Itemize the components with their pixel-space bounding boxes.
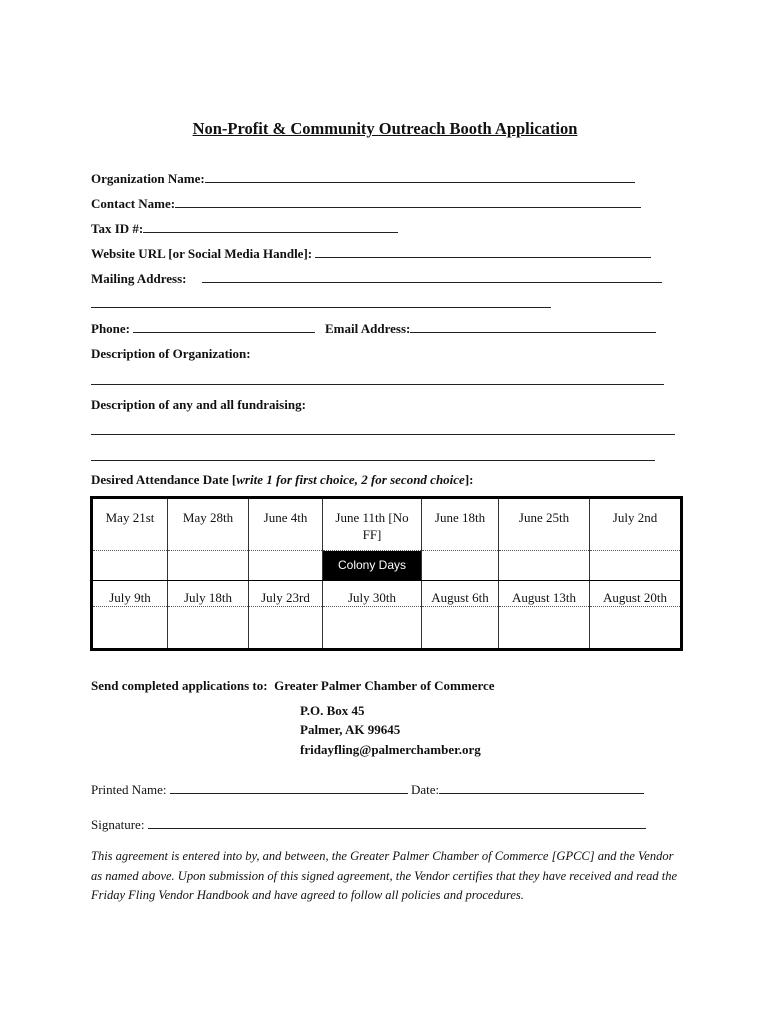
contact-name-field[interactable]	[91, 195, 641, 212]
choice-cell[interactable]	[323, 607, 422, 650]
choice-cell[interactable]	[422, 607, 499, 650]
send-email: fridayfling@palmerchamber.org	[300, 742, 481, 757]
website-field[interactable]	[91, 245, 651, 262]
choice-cell[interactable]	[590, 607, 682, 650]
send-org: Greater Palmer Chamber of Commerce	[274, 678, 495, 693]
date-header: August 20th	[590, 581, 682, 607]
printed-name-label: Printed Name:	[91, 782, 167, 797]
tax-id-label: Tax ID #:	[91, 221, 144, 236]
organization-name-line[interactable]	[205, 170, 635, 183]
date-header: June 25th	[499, 498, 590, 551]
date-header: August 13th	[499, 581, 590, 607]
organization-name-field[interactable]	[91, 170, 635, 187]
send-row	[91, 678, 495, 694]
table-row	[92, 498, 682, 551]
fundraising-line-2[interactable]	[91, 460, 655, 461]
mailing-address-field[interactable]	[91, 270, 662, 287]
email-label: Email Address:	[325, 321, 411, 336]
date-line[interactable]	[439, 781, 644, 794]
signature-line[interactable]	[148, 816, 646, 829]
signature-label: Signature:	[91, 817, 145, 832]
date-header: July 9th	[92, 581, 168, 607]
printed-name-line[interactable]	[170, 781, 408, 794]
date-header: May 21st	[92, 498, 168, 551]
choice-cell[interactable]	[92, 551, 168, 581]
phone-line[interactable]	[133, 320, 315, 333]
date-header: July 2nd	[590, 498, 682, 551]
date-header: August 6th	[422, 581, 499, 607]
choice-cell[interactable]	[168, 551, 249, 581]
attendance-dates-table	[90, 496, 683, 651]
description-org-line[interactable]	[91, 384, 664, 385]
date-header: June 4th	[249, 498, 323, 551]
choice-cell[interactable]	[499, 551, 590, 581]
organization-name-label: Organization Name:	[91, 171, 205, 186]
mailing-address-label: Mailing Address:	[91, 271, 187, 286]
mailing-address-line[interactable]	[202, 270, 662, 283]
signature-row	[91, 816, 646, 833]
printed-name-row	[91, 781, 644, 798]
tax-id-line[interactable]	[143, 220, 398, 233]
agreement-text: This agreement is entered into by, and between, the Greater Palmer Chamber of Commerce [GPCC] and the Vendor as named above. Upon submission of this signed agreement, the Vendor certifies that they have received and read the Friday Fling Vendor Handbook and have agreed to follow all policies and procedures.	[91, 849, 677, 902]
table-row	[92, 581, 682, 607]
choice-cell[interactable]	[499, 607, 590, 650]
phone-label: Phone:	[91, 321, 130, 336]
contact-name-line[interactable]	[175, 195, 641, 208]
send-city: Palmer, AK 99645	[300, 722, 401, 737]
fundraising-line-1[interactable]	[91, 434, 675, 435]
tax-id-field[interactable]	[91, 220, 398, 237]
choice-cell[interactable]	[168, 607, 249, 650]
phone-email-row	[91, 320, 656, 337]
choice-cell[interactable]	[249, 551, 323, 581]
table-row	[92, 551, 682, 581]
date-header: July 23rd	[249, 581, 323, 607]
contact-name-label: Contact Name:	[91, 196, 176, 211]
mailing-address-line-2[interactable]	[91, 307, 551, 308]
table-row	[92, 607, 682, 650]
description-fundraising-label: Description of any and all fundraising:	[91, 397, 306, 412]
date-label: Date:	[410, 782, 440, 797]
attendance-label: Desired Attendance Date [write 1 for first choice, 2 for second choice]:	[91, 472, 474, 487]
date-header: June 18th	[422, 498, 499, 551]
choice-cell[interactable]	[249, 607, 323, 650]
choice-cell[interactable]	[422, 551, 499, 581]
date-header: May 28th	[168, 498, 249, 551]
email-line[interactable]	[410, 320, 656, 333]
page-title: Non-Profit & Community Outreach Booth Application	[192, 119, 578, 138]
send-label: Send completed applications to:	[91, 678, 268, 693]
attendance-instructions: write 1 for first choice, 2 for second choice	[236, 472, 465, 487]
date-header: July 30th	[323, 581, 422, 607]
colony-days-cell[interactable]: Colony Days	[323, 551, 422, 581]
description-org-label: Description of Organization:	[91, 346, 251, 361]
choice-cell[interactable]	[590, 551, 682, 581]
choice-cell[interactable]	[92, 607, 168, 650]
date-header: June 11th [No FF]	[323, 498, 422, 551]
website-label: Website URL [or Social Media Handle]:	[91, 246, 313, 261]
date-header: July 18th	[168, 581, 249, 607]
send-box: P.O. Box 45	[300, 703, 365, 718]
website-line[interactable]	[315, 245, 651, 258]
